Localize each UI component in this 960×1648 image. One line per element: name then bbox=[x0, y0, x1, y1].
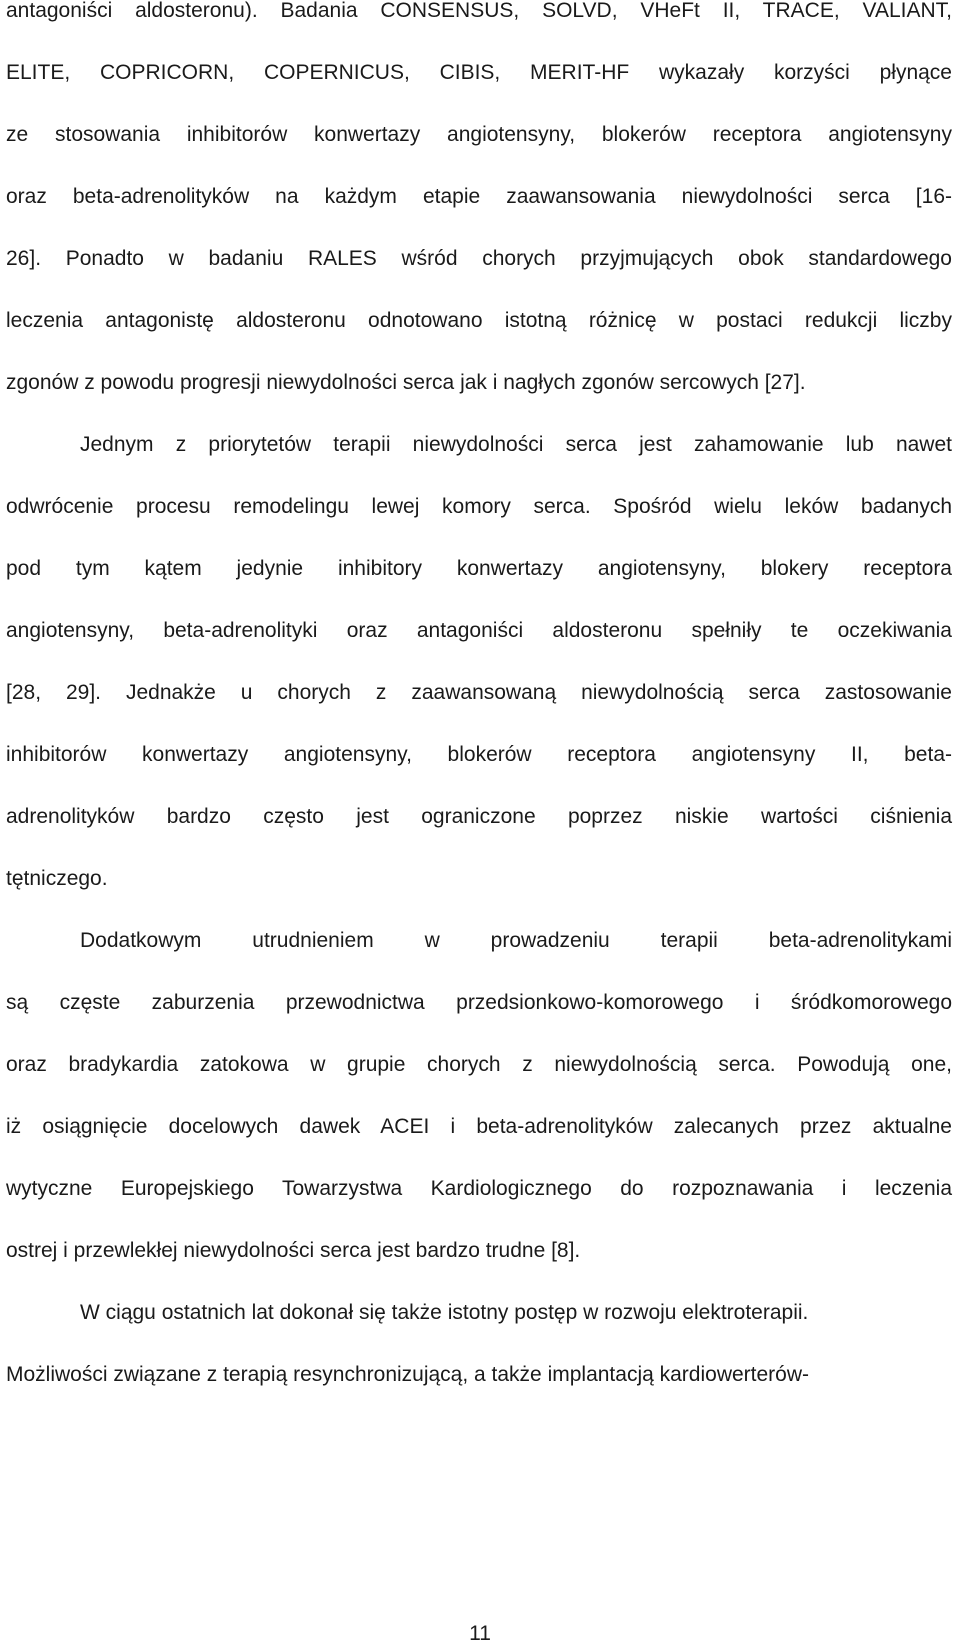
text-line-7: zgonów z powodu progresji niewydolności serca jak i nagłych zgonów sercowych [27]. bbox=[6, 371, 806, 394]
text-line-4: oraz beta-adrenolityków na każdym etapie zaawansowania niewydolności serca [16- bbox=[6, 185, 952, 208]
text-line-8: Jednym z priorytetów terapii niewydolności serca jest zahamowanie lub nawet bbox=[80, 433, 952, 456]
text-line-10: pod tym kątem jedynie inhibitory konwertazy angiotensyny, blokery receptora bbox=[6, 557, 952, 580]
text-line-1: antagoniści aldosteronu). Badania CONSENSUS, SOLVD, VHeFt II, TRACE, VALIANT, bbox=[6, 0, 952, 22]
text-line-22: W ciągu ostatnich lat dokonał się także istotny postęp w rozwoju elektroterapii. bbox=[80, 1301, 809, 1324]
text-line-19: iż osiągnięcie docelowych dawek ACEI i beta-adrenolityków zalecanych przez aktualne bbox=[6, 1115, 952, 1138]
text-line-13: inhibitorów konwertazy angiotensyny, blokerów receptora angiotensyny II, beta- bbox=[6, 743, 952, 766]
text-line-5: 26]. Ponadto w badaniu RALES wśród chorych przyjmujących obok standardowego bbox=[6, 247, 952, 270]
text-line-6: leczenia antagonistę aldosteronu odnotowano istotną różnicę w postaci redukcji liczby bbox=[6, 309, 952, 332]
text-line-11: angiotensyny, beta-adrenolityki oraz antagoniści aldosteronu spełniły te oczekiwania bbox=[6, 619, 952, 642]
text-line-20: wytyczne Europejskiego Towarzystwa Kardiologicznego do rozpoznawania i leczenia bbox=[6, 1177, 952, 1200]
text-line-16: Dodatkowym utrudnieniem w prowadzeniu terapii beta-adrenolitykami bbox=[80, 929, 952, 952]
text-line-17: są częste zaburzenia przewodnictwa przedsionkowo-komorowego i śródkomorowego bbox=[6, 991, 952, 1014]
text-line-9: odwrócenie procesu remodelingu lewej komory serca. Spośród wielu leków badanych bbox=[6, 495, 952, 518]
text-line-21: ostrej i przewlekłej niewydolności serca jest bardzo trudne [8]. bbox=[6, 1239, 581, 1262]
text-line-12: [28, 29]. Jednakże u chorych z zaawansowaną niewydolnością serca zastosowanie bbox=[6, 681, 952, 704]
text-line-18: oraz bradykardia zatokowa w grupie chorych z niewydolnością serca. Powodują one, bbox=[6, 1053, 952, 1076]
page-number: 11 bbox=[469, 1622, 491, 1645]
text-line-3: ze stosowania inhibitorów konwertazy angiotensyny, blokerów receptora angiotensyny bbox=[6, 123, 952, 146]
text-line-23: Możliwości związane z terapią resynchronizującą, a także implantacją kardiowerterów- bbox=[6, 1363, 810, 1386]
text-line-14: adrenolityków bardzo często jest ograniczone poprzez niskie wartości ciśnienia bbox=[6, 805, 952, 828]
text-line-2: ELITE, COPRICORN, COPERNICUS, CIBIS, MERIT-HF wykazały korzyści płynące bbox=[6, 61, 952, 84]
text-line-15: tętniczego. bbox=[6, 867, 108, 890]
